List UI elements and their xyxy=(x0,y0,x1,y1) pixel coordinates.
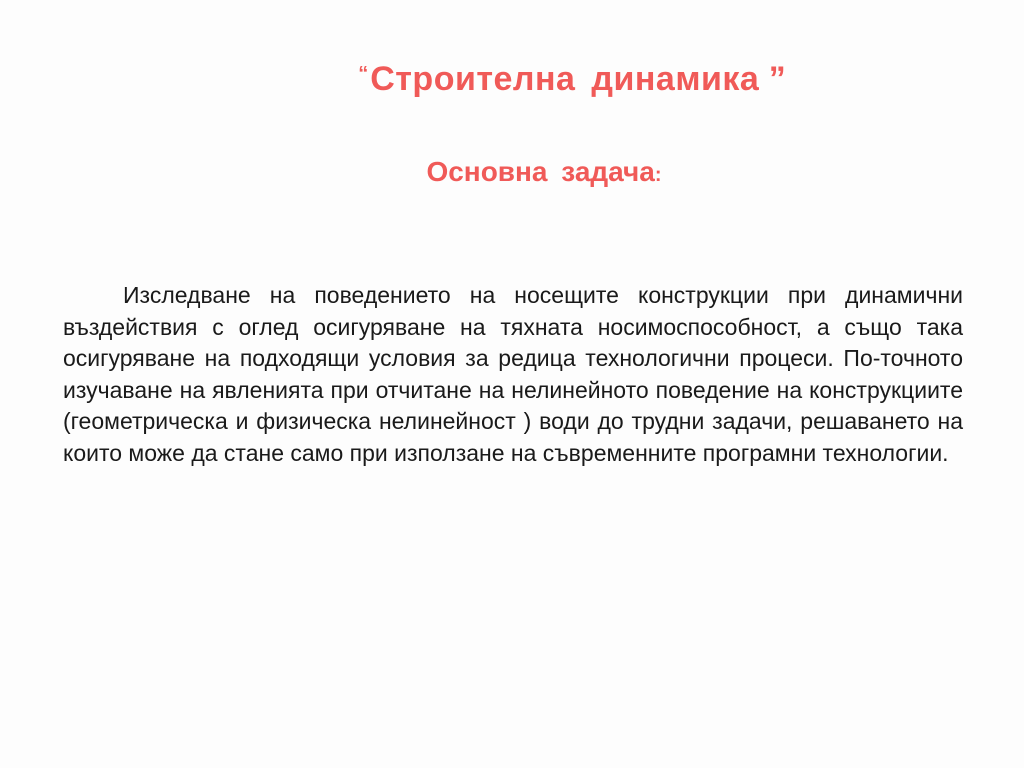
subtitle-colon: : xyxy=(654,164,662,186)
title-close-quote: ” xyxy=(759,60,786,98)
slide-title xyxy=(0,50,1024,103)
subtitle-text: Основна задача xyxy=(426,156,655,187)
slide-subtitle xyxy=(0,152,1024,195)
body-paragraph: Изследване на поведението на носещите конструкции при динамични въздействия с оглед осигуряване на тяхната носимоспособност, а също така осигуряване на подходящи условия за редица технологични процеси. По-точното изучаване на явленията при отчитане на нелинейното поведение на конструкциите (геометрическа и физическа нелинейност ) води до трудни задачи, решаването на които може да стане само при използане на съвременните програмни технологии. xyxy=(63,282,963,466)
title-text: Строителна динамика xyxy=(370,60,760,98)
title-open-quote: “ xyxy=(358,63,369,85)
